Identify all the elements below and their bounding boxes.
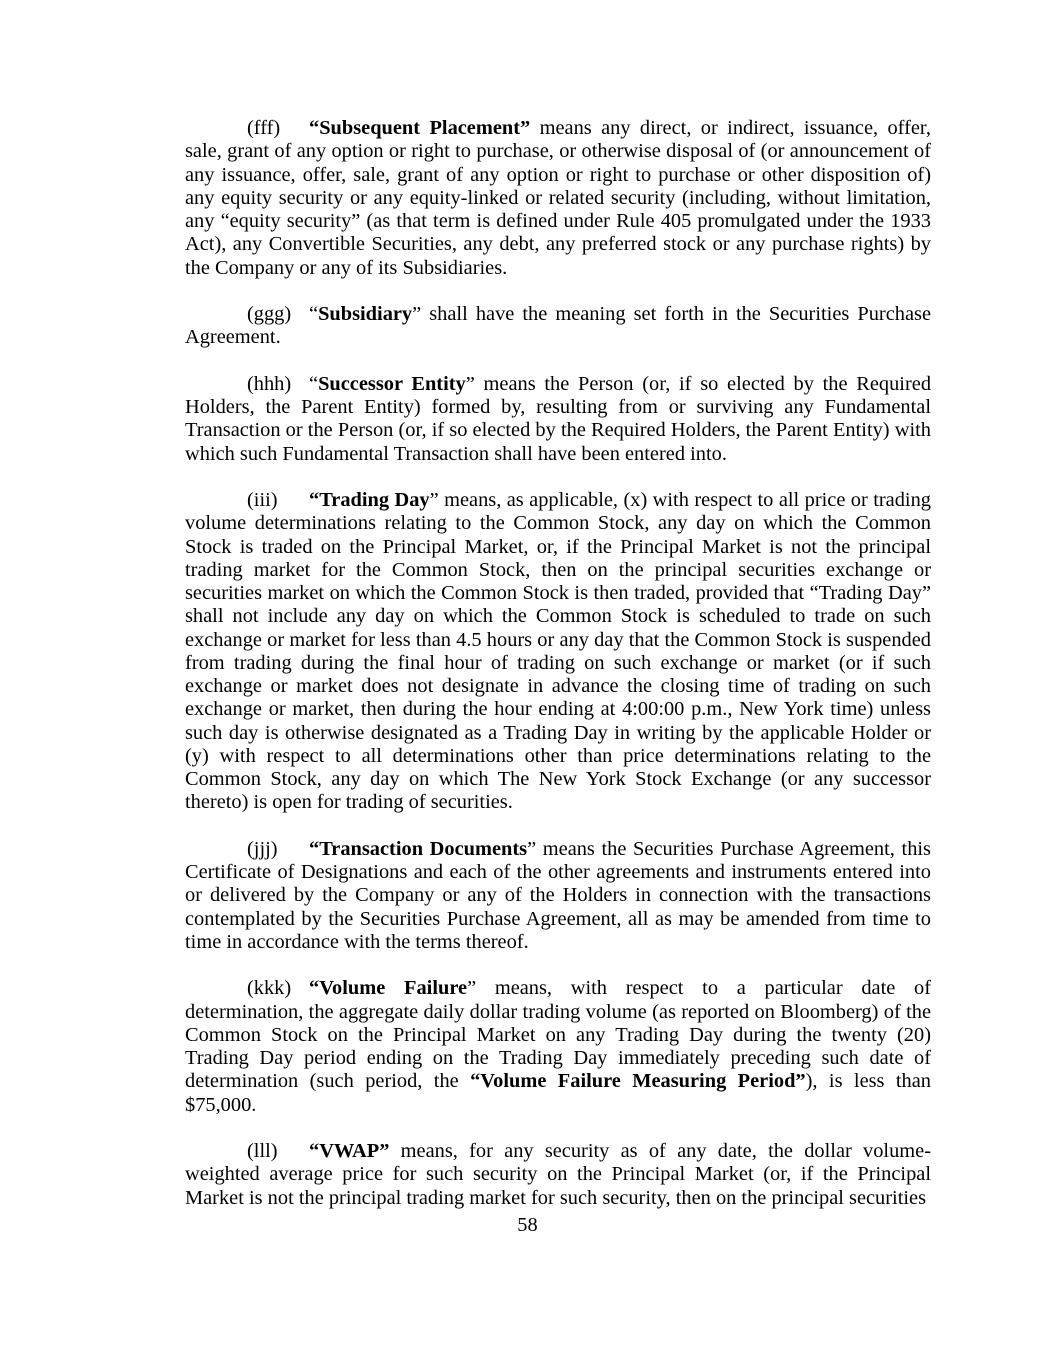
defined-term: Subsidiary [318, 303, 413, 325]
paragraph-label: (ggg) [247, 303, 292, 325]
definition-paragraph-fff [185, 117, 931, 280]
paragraph-text: ” means the Person (or, if so elected by the Required Holders, the Parent Entity) formed by, resulting from or surviving any Fundamental Transaction or the Person (or, if so elected by the Required Holders, the Parent Entity) with which such Fundamental Transaction shall have been entered into. [185, 372, 932, 465]
paragraph-label: (fff) [247, 117, 281, 139]
defined-term: Successor Entity [318, 372, 466, 395]
paragraph-label: (lll) [247, 1140, 278, 1162]
paragraph-text: ” means, as applicable, (x) with respect to all price or trading volume determinations relating to the Common Stock, any day on which the Common Stock is traded on the Principal Market, or, if the Principal Market is not the principal trading market for the Common Stock, then on the principal securities exchange or securities market on which the Common Stock is then traded, provided that “Trading Day” shall not include any day on which the Common Stock is scheduled to trade on such exchange or market for less than 4.5 hours or any day that the Common Stock is suspended from trading during the final hour of trading on such exchange or market (or if such exchange or market does not designate in advance the closing time of trading on such exchange or market, then during the hour ending at 4:00:00 p.m., New York time) unless such day is otherwise designated as a Trading Day in writing by the applicable Holder or (y) with respect to all determinations other than price determinations relating to the Common Stock, any day on which The New York Stock Exchange (or any successor thereto) is open for trading of securities. [185, 489, 931, 814]
paragraph-label: (iii) [247, 489, 278, 511]
paragraph-label: (hhh) [247, 372, 292, 395]
paragraph-text: means any direct, or indirect, issuance, offer, sale, grant of any option or right to purchase, or otherwise disposal of (or announcement of any issuance, offer, sale, grant of any option or right to purchase or other disposition of) any equity security or any equity-linked or related security (including, without limitation, any “equity security” (as that term is defined under Rule 405 promulgated under the 1933 Act), any Convertible Securities, any debt, any preferred stock or any purchase rights) by the Company or any of its Subsidiaries. [185, 117, 931, 279]
definition-paragraph-lll [185, 1140, 931, 1210]
paragraph-text: ” means the Securities Purchase Agreement, this Certificate of Designations and each of the other agreements and instruments entered into or delivered by the Company or any of the Holders in connection with the transactions contemplated by the Securities Purchase Agreement, all as may be amended from time to time in accordance with the terms thereof. [185, 837, 931, 953]
paragraph-text: means, for any security as of any date, the dollar volume-weighted average price for such security on the Principal Market (or, if the Principal Market is not the principal trading market for such security, then on the principal securities [185, 1140, 931, 1209]
definition-paragraph-jjj [185, 838, 931, 954]
defined-term: “Subsequent Placement” [309, 117, 531, 139]
defined-term: “Volume Failure [309, 977, 468, 1000]
defined-term: “Transaction Documents [309, 837, 528, 860]
definition-paragraph-iii [185, 489, 931, 815]
page-number: 58 [517, 1214, 538, 1236]
paragraph-text: ), is less than $75,000. [185, 1070, 931, 1116]
paragraph-label: (kkk) [247, 977, 292, 1000]
defined-term: “Volume Failure Measuring Period” [470, 1070, 806, 1093]
paragraph-text: “ [309, 303, 319, 325]
paragraph-text: “ [309, 372, 319, 395]
definition-paragraph-kkk [185, 977, 931, 1117]
paragraph-text: ” means, with respect to a particular date of determination, the aggregate daily dollar trading volume (as reported on Bloomberg) of the Common Stock on the Principal Market on any Trading Day during the twenty (20) Trading Day period ending on the Trading Day immediately preceding such date of determination (such period, the [185, 977, 932, 1093]
definition-paragraph-hhh [185, 373, 931, 466]
paragraph-label: (jjj) [247, 837, 278, 860]
defined-term: “VWAP” [309, 1140, 390, 1162]
defined-term: “Trading Day [309, 489, 430, 511]
definition-paragraph-ggg [185, 303, 931, 350]
paragraph-text: ” shall have the meaning set forth in the Securities Purchase Agreement. [185, 303, 931, 349]
document-body [185, 117, 931, 1233]
